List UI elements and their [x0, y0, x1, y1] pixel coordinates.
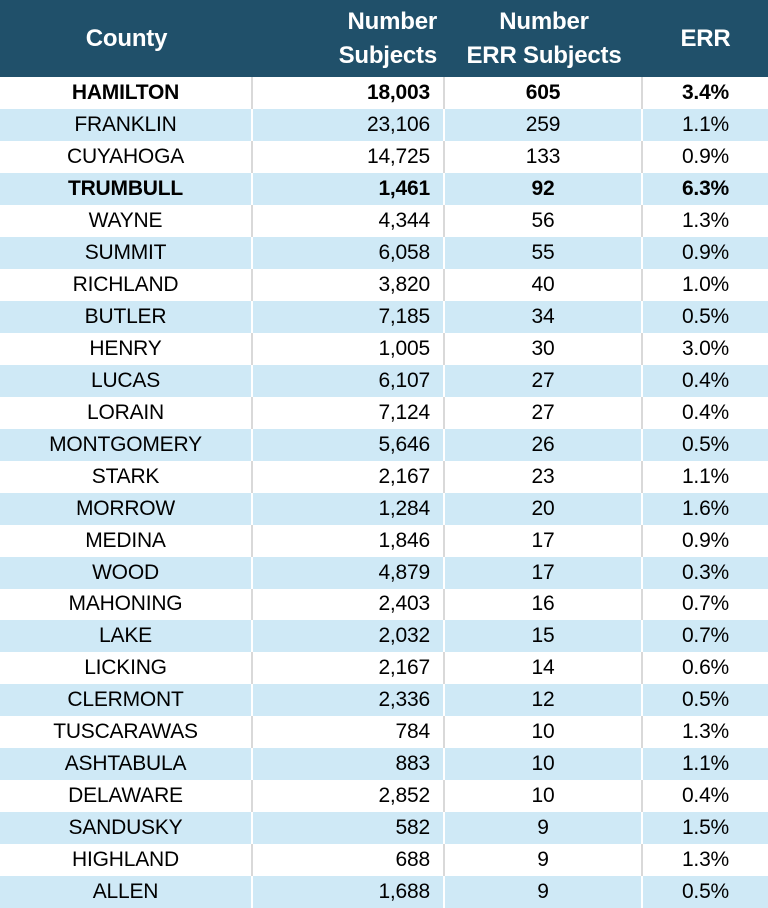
err-cell: 1.3% — [681, 208, 730, 232]
table-row — [0, 876, 768, 908]
err-cell: 0.7% — [681, 592, 730, 616]
number-subjects-cell: 784 — [253, 716, 445, 748]
err-cell: 1.0% — [681, 272, 730, 296]
number-subjects-cell: 688 — [253, 844, 445, 876]
county-cell: MEDINA — [0, 525, 253, 557]
err-cell: 0.6% — [681, 656, 730, 680]
county-cell: SANDUSKY — [0, 812, 253, 844]
number-err-subjects-cell: 20 — [445, 493, 643, 525]
table-row — [0, 237, 768, 269]
county-cell: RICHLAND — [0, 269, 253, 301]
number-err-subjects-cell: 10 — [445, 748, 643, 780]
number-err-subjects-cell: 10 — [445, 716, 643, 748]
header-line: ERR Subjects — [466, 41, 622, 69]
err-cell: 0.4% — [681, 400, 730, 424]
number-subjects-cell: 14,725 — [253, 141, 445, 173]
column-header-number-subjects — [253, 0, 445, 77]
err-cell: 6.3% — [681, 176, 730, 200]
county-cell: TUSCARAWAS — [0, 716, 253, 748]
county-cell: STARK — [0, 461, 253, 493]
county-cell: MORROW — [0, 493, 253, 525]
table-row — [0, 493, 768, 525]
county-cell: CUYAHOGA — [0, 141, 253, 173]
number-subjects-cell: 2,336 — [253, 684, 445, 716]
number-err-subjects-cell: 14 — [445, 652, 643, 684]
err-cell: 0.9% — [681, 144, 730, 168]
number-err-subjects-cell: 259 — [445, 109, 643, 141]
header-line: Number — [499, 7, 589, 35]
county-cell: LUCAS — [0, 365, 253, 397]
county-cell: ASHTABULA — [0, 748, 253, 780]
table-row — [0, 620, 768, 652]
county-cell: HAMILTON — [0, 77, 253, 109]
number-err-subjects-cell: 55 — [445, 237, 643, 269]
table-row — [0, 716, 768, 748]
number-err-subjects-cell: 15 — [445, 620, 643, 652]
err-cell: 1.1% — [681, 464, 730, 488]
number-subjects-cell: 7,124 — [253, 397, 445, 429]
err-cell: 0.7% — [681, 624, 730, 648]
table-row — [0, 77, 768, 109]
err-cell: 0.3% — [681, 560, 730, 584]
header-line: County — [85, 24, 168, 52]
number-subjects-cell: 1,688 — [253, 876, 445, 908]
number-err-subjects-cell: 34 — [445, 301, 643, 333]
county-cell: ALLEN — [0, 876, 253, 908]
county-cell: MAHONING — [0, 589, 253, 621]
number-subjects-cell: 1,846 — [253, 525, 445, 557]
county-cell: LICKING — [0, 652, 253, 684]
table-row — [0, 812, 768, 844]
table-row — [0, 173, 768, 205]
err-cell: 0.4% — [681, 368, 730, 392]
number-err-subjects-cell: 9 — [445, 844, 643, 876]
table-row — [0, 461, 768, 493]
table-row — [0, 748, 768, 780]
number-err-subjects-cell: 605 — [445, 77, 643, 109]
county-cell: MONTGOMERY — [0, 429, 253, 461]
number-err-subjects-cell: 16 — [445, 589, 643, 621]
county-cell: LAKE — [0, 620, 253, 652]
county-cell: CLERMONT — [0, 684, 253, 716]
err-cell: 0.4% — [681, 784, 730, 808]
number-err-subjects-cell: 26 — [445, 429, 643, 461]
county-cell: DELAWARE — [0, 780, 253, 812]
number-subjects-cell: 2,167 — [253, 652, 445, 684]
table-row — [0, 525, 768, 557]
number-err-subjects-cell: 23 — [445, 461, 643, 493]
column-header-number-err-subjects — [445, 0, 643, 77]
err-cell: 3.0% — [681, 336, 730, 360]
table-row — [0, 844, 768, 876]
number-subjects-cell: 6,058 — [253, 237, 445, 269]
table-body — [0, 77, 768, 908]
table-row — [0, 780, 768, 812]
number-subjects-cell: 1,284 — [253, 493, 445, 525]
number-err-subjects-cell: 17 — [445, 557, 643, 589]
err-cell: 1.1% — [681, 112, 730, 136]
number-err-subjects-cell: 133 — [445, 141, 643, 173]
number-subjects-cell: 5,646 — [253, 429, 445, 461]
county-cell: FRANKLIN — [0, 109, 253, 141]
number-err-subjects-cell: 17 — [445, 525, 643, 557]
county-cell: BUTLER — [0, 301, 253, 333]
county-cell: WAYNE — [0, 205, 253, 237]
number-err-subjects-cell: 27 — [445, 397, 643, 429]
err-cell: 3.4% — [681, 80, 730, 104]
number-subjects-cell: 1,461 — [253, 173, 445, 205]
table-row — [0, 652, 768, 684]
number-subjects-cell: 7,185 — [253, 301, 445, 333]
table-row — [0, 365, 768, 397]
header-line: Number — [347, 7, 437, 35]
number-subjects-cell: 2,032 — [253, 620, 445, 652]
table-row — [0, 684, 768, 716]
header-line: ERR — [680, 24, 731, 52]
county-cell: LORAIN — [0, 397, 253, 429]
number-subjects-cell: 18,003 — [253, 77, 445, 109]
err-cell: 0.5% — [681, 432, 730, 456]
number-err-subjects-cell: 30 — [445, 333, 643, 365]
number-err-subjects-cell: 27 — [445, 365, 643, 397]
table-row — [0, 557, 768, 589]
err-cell: 0.5% — [681, 880, 730, 904]
header-line: Subjects — [338, 41, 437, 69]
table-header — [0, 0, 768, 77]
table-row — [0, 141, 768, 173]
number-subjects-cell: 2,403 — [253, 589, 445, 621]
table-row — [0, 109, 768, 141]
err-cell: 0.9% — [681, 528, 730, 552]
number-subjects-cell: 582 — [253, 812, 445, 844]
number-subjects-cell: 23,106 — [253, 109, 445, 141]
county-cell: TRUMBULL — [0, 173, 253, 205]
number-subjects-cell: 2,167 — [253, 461, 445, 493]
number-err-subjects-cell: 56 — [445, 205, 643, 237]
county-cell: WOOD — [0, 557, 253, 589]
number-err-subjects-cell: 9 — [445, 812, 643, 844]
table-row — [0, 589, 768, 621]
err-cell: 0.5% — [681, 688, 730, 712]
err-cell: 1.1% — [681, 752, 730, 776]
number-err-subjects-cell: 9 — [445, 876, 643, 908]
number-subjects-cell: 6,107 — [253, 365, 445, 397]
column-header-err — [643, 0, 768, 77]
table-row — [0, 205, 768, 237]
number-err-subjects-cell: 10 — [445, 780, 643, 812]
number-subjects-cell: 1,005 — [253, 333, 445, 365]
number-subjects-cell: 2,852 — [253, 780, 445, 812]
err-cell: 1.6% — [681, 496, 730, 520]
table-row — [0, 333, 768, 365]
table-row — [0, 429, 768, 461]
err-cell: 1.5% — [681, 816, 730, 840]
number-err-subjects-cell: 92 — [445, 173, 643, 205]
table-row — [0, 301, 768, 333]
county-cell: HIGHLAND — [0, 844, 253, 876]
err-cell: 0.9% — [681, 240, 730, 264]
number-subjects-cell: 4,879 — [253, 557, 445, 589]
county-cell: HENRY — [0, 333, 253, 365]
number-subjects-cell: 883 — [253, 748, 445, 780]
table-row — [0, 397, 768, 429]
err-cell: 1.3% — [681, 848, 730, 872]
number-subjects-cell: 4,344 — [253, 205, 445, 237]
county-cell: SUMMIT — [0, 237, 253, 269]
table-row — [0, 269, 768, 301]
number-err-subjects-cell: 12 — [445, 684, 643, 716]
number-err-subjects-cell: 40 — [445, 269, 643, 301]
err-cell: 0.5% — [681, 304, 730, 328]
err-cell: 1.3% — [681, 720, 730, 744]
column-header-county — [0, 0, 253, 77]
number-subjects-cell: 3,820 — [253, 269, 445, 301]
